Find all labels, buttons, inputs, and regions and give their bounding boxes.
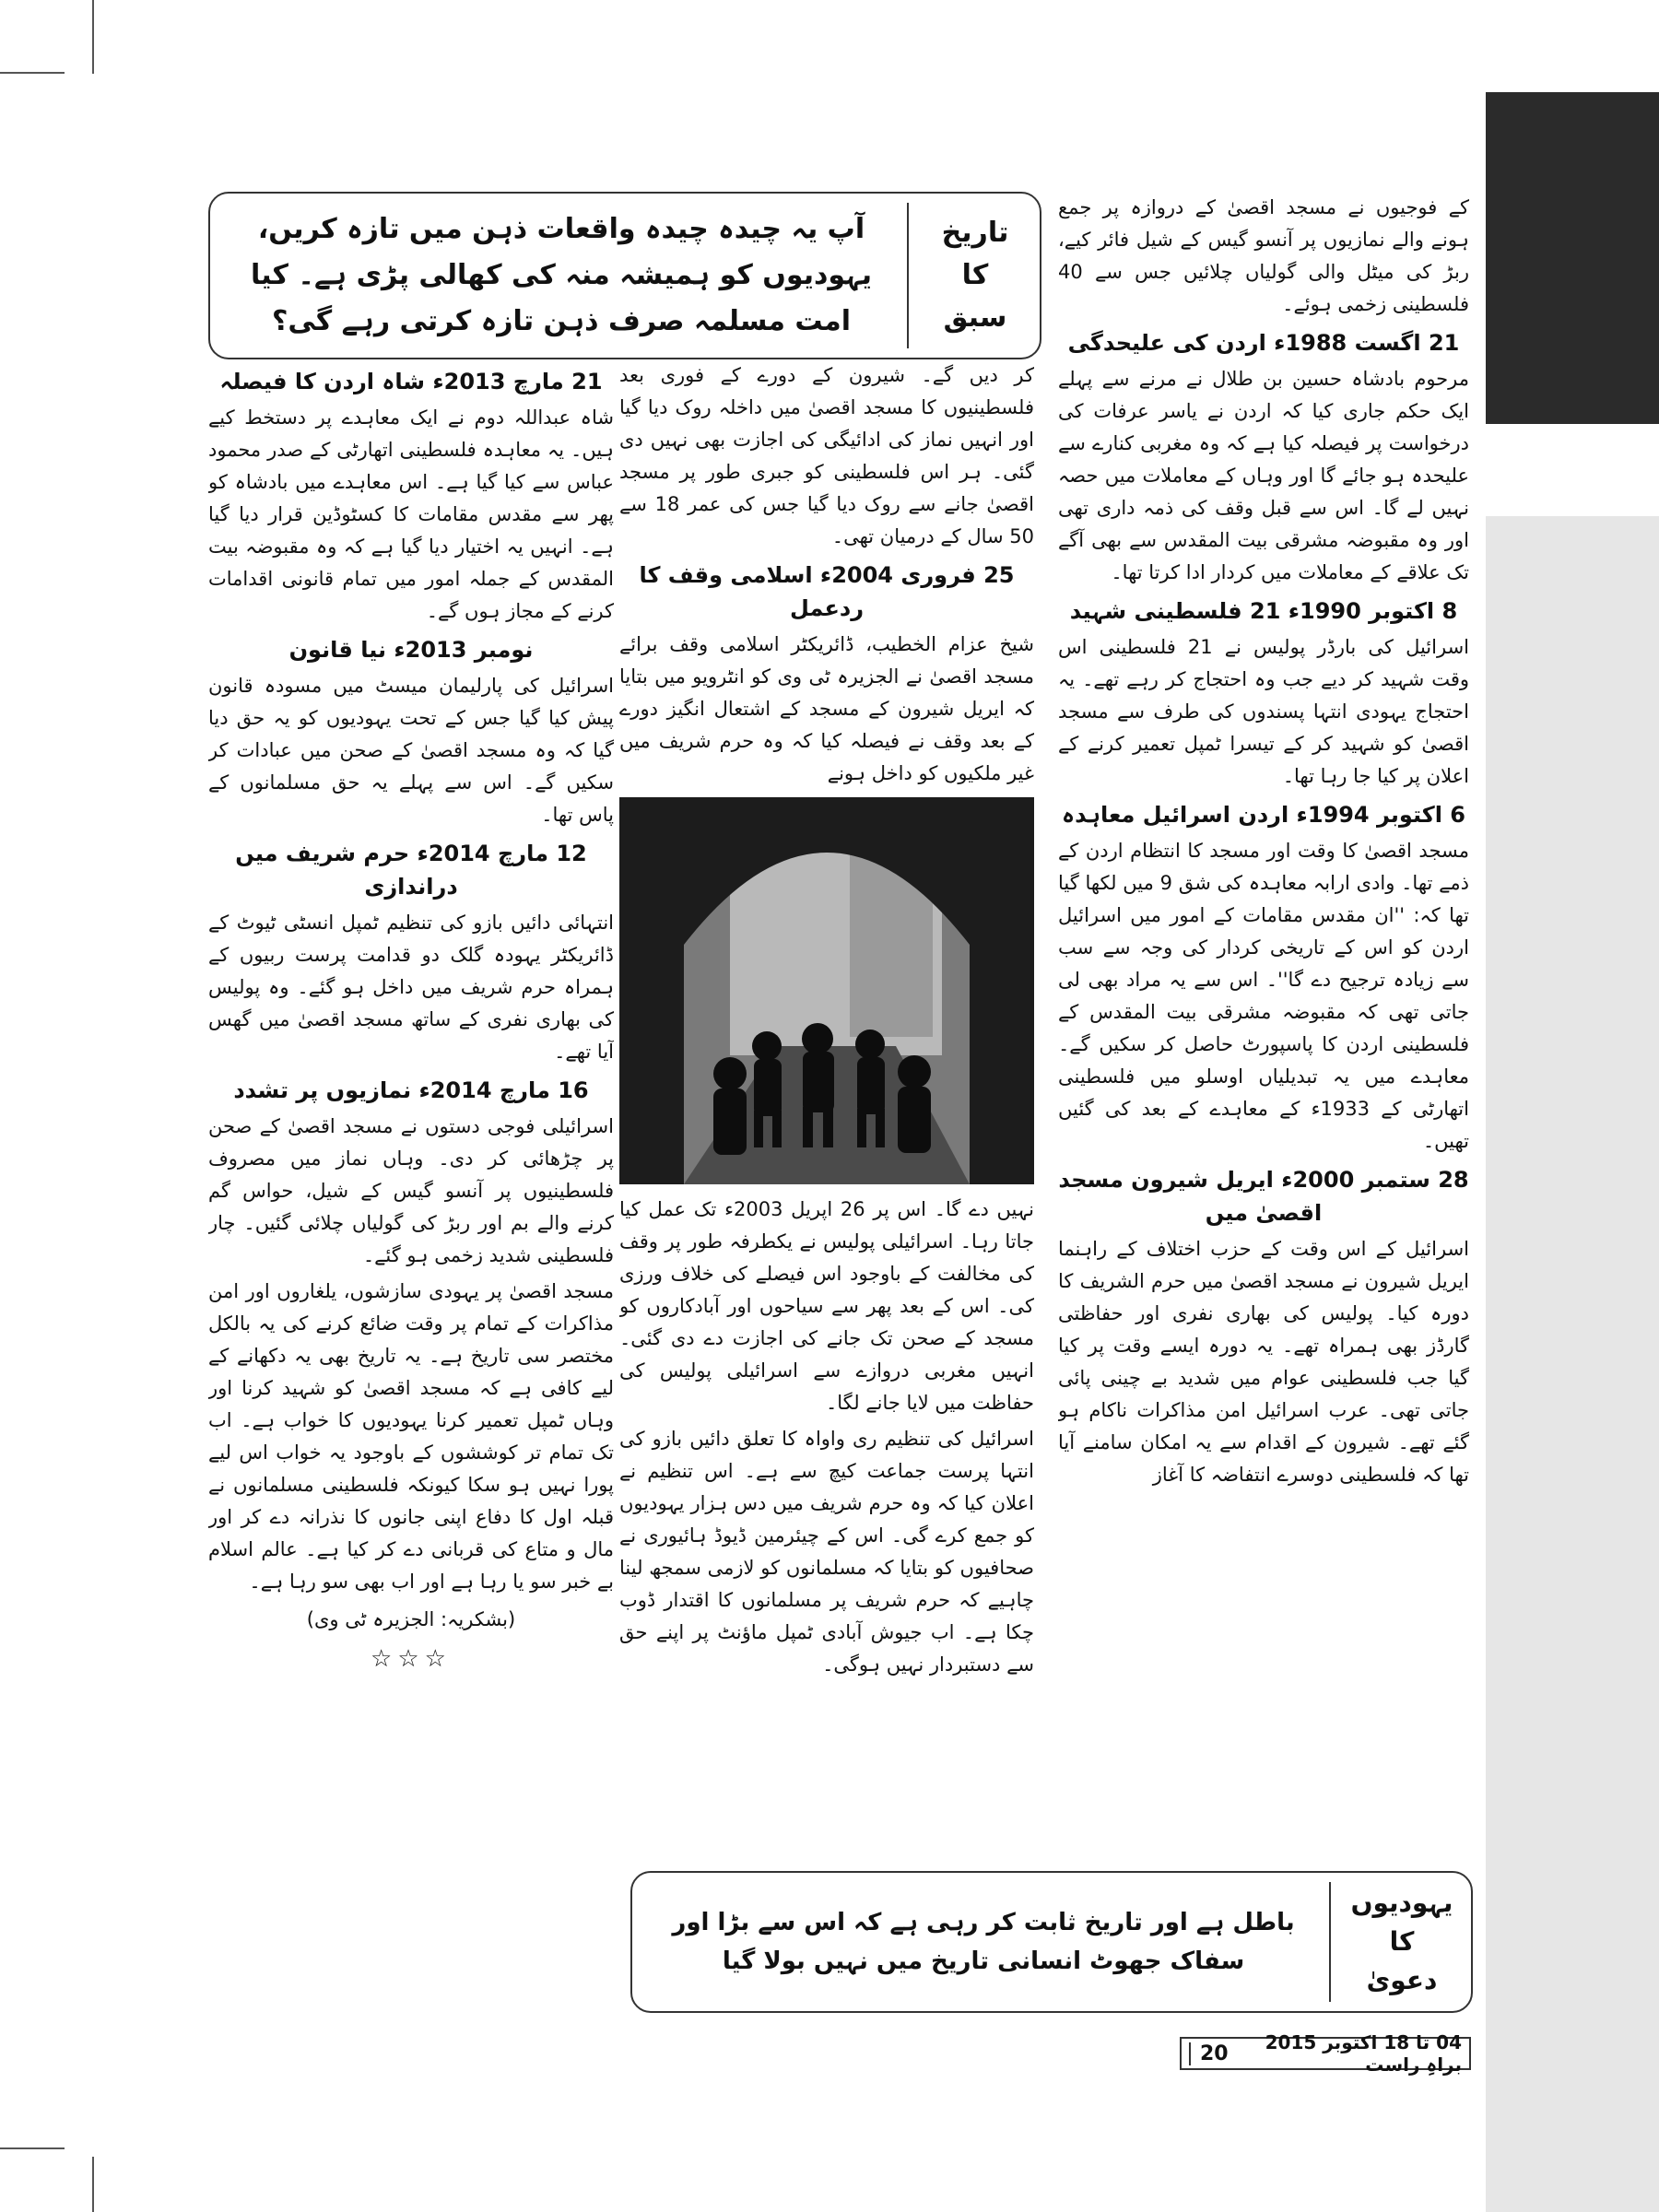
paragraph: نہیں دے گا۔ اس پر 26 اپریل 2003ء تک عمل کیا جاتا رہا۔ اسرائیلی پولیس نے یکطرفہ طور پر وقف کی مخالفت کے باوجود اس فیصلے کی خلاف ورزی کی۔ اس کے بعد پھر سے سیاحوں اور آبادکاروں کو مسجد کے صحن تک جانے کی اجازت دے دی گئی۔ انہیں مغربی دروازے سے اسرائیلی پولیس کی حفاظت میں لایا جانے لگا۔ <box>619 1198 1034 1414</box>
soldiers-archway-photo <box>619 797 1034 1184</box>
section-tab-dark <box>1486 92 1659 424</box>
section-heading: 12 مارچ 2014ء حرم شریف میں دراندازی <box>235 841 587 900</box>
paragraph: مسجد اقصیٰ پر یہودی سازشوں، یلغاروں اور امن مذاکرات کے تمام پر وقت ضائع کرنے کی یہ بالکل مختصر سی تاریخ ہے۔ یہ تاریخ بھی یہ دکھانے کے لیے کافی ہے کہ مسجد اقصیٰ کو شہید کرنا اور وہاں ٹمپل تعمیر کرنا یہودیوں کا خواب ہے۔ اب تک تمام تر کوششوں کے باوجود یہ خواب اس لیے پورا نہیں ہو سکا کیونکہ فلسطینی مسلمانوں نے قبلہ اول کا دفاع اپنی جانوں کا نذرانہ دے کر اور مال و متاع کی قربانی دے کر کیا ہے۔ عالم اسلام بے خبر سو یا رہا ہے اور اب بھی سو رہا ہے۔ <box>208 1280 614 1593</box>
section-heading: 21 اگست 1988ء اردن کی علیحدگی <box>1067 330 1460 356</box>
label-line: کا <box>1389 1926 1415 1957</box>
paragraph: اسرائیل کی پارلیمان میسٹ میں مسودہ قانون پیش کیا گیا جس کے تحت یہودیوں کو یہ حق دیا گیا کہ وہ مسجد اقصیٰ کے صحن میں عبادات کر سکیں گے۔ اس سے پہلے یہ حق مسلمانوں کے پاس تھا۔ <box>208 675 614 826</box>
paragraph: مرحوم بادشاہ حسین بن طلال نے مرنے سے پہلے ایک حکم جاری کیا کہ اردن نے یاسر عرفات کی درخواست پر فیصلہ کیا ہے کہ وہ مغربی کنارے سے علیحدہ ہو جائے گا اور وہاں کے معاملات میں حصہ نہیں لے گا۔ اس سے قبل وقف کی ذمہ داری تھی اور وہ مقبوضہ مشرقی بیت المقدس سے بھی آگے تک علاقے کے معاملات میں کردار ادا کرتا تھا۔ <box>1058 368 1469 583</box>
history-lesson-text: آپ یہ چیدہ چیدہ واقعات ذہن میں تازہ کریں، یہودیوں کو ہمیشہ منہ کی کھالی پڑی ہے۔ کیا امت مسلمہ صرف ذہن تازہ کرتی رہے گی؟ <box>250 213 873 337</box>
label-line: کا <box>961 259 989 291</box>
section-heading: 21 مارچ 2013ء شاہ اردن کا فیصلہ <box>219 369 603 394</box>
page-footer <box>1180 2031 1471 2076</box>
end-stars: ☆☆☆ <box>371 1645 452 1673</box>
section-heading: 8 اکتوبر 1990ء 21 فلسطینی شہید <box>1069 598 1458 624</box>
section-heading: 16 مارچ 2014ء نمازیوں پر تشدد <box>233 1077 589 1103</box>
label-line: سبق <box>943 301 1007 334</box>
article-column-middle <box>619 359 1034 1871</box>
paragraph: اسرائیل کی تنظیم ری واواہ کا تعلق دائیں بازو کی انتہا پرست جماعت کیچ سے ہے۔ اس تنظیم نے اعلان کیا کہ وہ حرم شریف میں دس ہزار یہودیوں کو جمع کرے گی۔ اس کے چیئرمین ڈیوڈ ہائیوری نے صحافیوں کو بتایا کہ مسلمانوں کو لازمی سمجھ لینا چاہیے کہ حرم شریف پر مسلمانوں کا اقتدار ڈوب چکا ہے۔ اب جیوش آبادی ٹمپل ماؤنٹ پر اپنے حق سے دستبردار نہیں ہوگی۔ <box>619 1428 1034 1676</box>
crop-mark-bottom-left-h <box>0 2147 65 2149</box>
photo-illustration <box>619 797 1034 1184</box>
source-credit: (بشکریہ: الجزیرہ ٹی وی) <box>306 1608 516 1630</box>
box-divider <box>1329 1882 1331 2002</box>
paragraph: اسرائیل کی بارڈر پولیس نے 21 فلسطینی اس وقت شہید کر دیے جب وہ احتجاج کر رہے تھے۔ یہ احتجاج یہودی انتہا پسندوں کی طرف سے مسجد اقصیٰ کو شہید کر کے تیسرا ٹمپل تعمیر کرنے کے اعلان پر کیا جا رہا تھا۔ <box>1058 636 1469 787</box>
paragraph: کر دیں گے۔ شیرون کے دورے کے فوری بعد فلسطینیوں کا مسجد اقصیٰ میں داخلہ روک دیا گیا اور انہیں نماز کی ادائیگی کی اجازت بھی نہیں دی گئی۔ ہر اس فلسطینی کو جبری طور پر مسجد اقصیٰ جانے سے روک دیا گیا جس کی عمر 18 سے 50 سال کے درمیان تھی۔ <box>619 364 1034 547</box>
box-divider <box>907 203 909 348</box>
paragraph: اسرائیل کے اس وقت کے حزب اختلاف کے راہنما ایریل شیرون نے مسجد اقصیٰ میں حرم الشریف کا دورہ کیا۔ پولیس کی بھاری نفری اور حفاظتی گارڈز بھی ہمراہ تھے۔ یہ دورہ ایسے وقت پر کیا گیا جب فلسطینی عوام میں شدید بے چینی پائی جاتی تھی۔ عرب اسرائیل امن مذاکرات ناکام ہو گئے تھے۔ شیرون کے اقدام سے یہ امکان سامنے آیا تھا کہ فلسطینی دوسرے انتفاضہ کا آغاز <box>1058 1238 1469 1486</box>
article-column-right <box>1058 192 1469 1878</box>
footer-issue-text: 04 تا 18 اکتوبر 2015 براہِ راست <box>1265 2031 1462 2076</box>
paragraph: مسجد اقصیٰ کا وقت اور مسجد کا انتظام اردن کے ذمے تھا۔ وادی ارابہ معاہدہ کی شق 9 میں لکھا گیا تھا کہ: ''ان مقدس مقامات کے امور میں اسرائیل اردن کو اس کے تاریخی کردار کی وجہ سے سب سے زیادہ ترجیح دے گا''۔ اس سے یہ مراد بھی لی جاتی تھی کہ مقبوضہ مشرقی بیت المقدس کے فلسطینی اردن کا پاسپورٹ حاصل کر سکیں گے۔ معاہدے میں یہ تبدیلیاں اوسلو میں فلسطینی اتھارٹی کے 1933ء کے معاہدے کے بعد کی گئیں تھیں۔ <box>1058 840 1469 1152</box>
jewish-claim-box <box>630 1871 1473 2013</box>
history-lesson-box <box>208 192 1041 359</box>
crop-mark-top-left-v <box>92 0 94 74</box>
paragraph: شاہ عبداللہ دوم نے ایک معاہدے پر دستخط کیے ہیں۔ یہ معاہدہ فلسطینی اتھارٹی کے صدر محمود عباس سے کیا گیا ہے۔ اس معاہدے میں بادشاہ کو پھر سے مقدس مقامات کا کسٹوڈین قرار دیا گیا ہے۔ انہیں یہ اختیار دیا گیا ہے کہ وہ مقبوضہ بیت المقدس کے جملہ امور میں تمام قانونی اقدامات کرنے کے مجاز ہوں گے۔ <box>208 406 614 622</box>
crop-mark-bottom-left-v <box>92 2157 94 2212</box>
section-heading: 6 اکتوبر 1994ء اردن اسرائیل معاہدہ <box>1062 802 1465 828</box>
label-line: تاریخ <box>941 217 1009 249</box>
history-lesson-label <box>911 194 1040 358</box>
jewish-claim-text: باطل ہے اور تاریخ ثابت کر رہی ہے کہ اس سے بڑا اور سفاک جھوٹ انسانی تاریخ میں نہیں بولا گیا <box>672 1909 1295 1975</box>
section-tab-light <box>1486 516 1659 2212</box>
paragraph: انتہائی دائیں بازو کی تنظیم ٹمپل انسٹی ٹیوٹ کے ڈائریکٹر یہودہ گلک دو قدامت پرست ربیوں کے ہمراہ حرم شریف میں داخل ہو گئے۔ وہ پولیس کی بھاری نفری کے ساتھ مسجد اقصیٰ میں گھس آیا تھے۔ <box>208 912 614 1063</box>
label-line: دعویٰ <box>1366 1965 1438 1995</box>
paragraph: کے فوجیوں نے مسجد اقصیٰ کے دروازہ پر جمع ہونے والے نمازیوں پر آنسو گیس کے شیل فائر کیے، ربڑ کی میٹل والی گولیاں چلائیں جس سے 40 فلسطینی زخمی ہوئے۔ <box>1058 196 1469 315</box>
page-number: 20 <box>1189 2042 1229 2065</box>
paragraph: اسرائیلی فوجی دستوں نے مسجد اقصیٰ کے صحن پر چڑھائی کر دی۔ وہاں نماز میں مصروف فلسطینیوں پر آنسو گیس کے شیل، حواس گم کرنے والے بم اور ربڑ کی گولیاں چلائی گئیں۔ چار فلسطینی شدید زخمی ہو گئے۔ <box>208 1115 614 1266</box>
section-heading: 25 فروری 2004ء اسلامی وقف کا ردعمل <box>639 562 1015 621</box>
label-line: یہودیوں <box>1350 1888 1453 1918</box>
section-heading: 28 ستمبر 2000ء ایریل شیرون مسجد اقصیٰ میں <box>1058 1167 1469 1226</box>
paragraph: شیخ عزام الخطیب، ڈائریکٹر اسلامی وقف برائے مسجد اقصیٰ نے الجزیرہ ٹی وی کو انٹرویو میں بتایا کہ ایریل شیرون کے مسجد کے اشتعال انگیز دورے کے بعد وقف نے فیصلہ کیا کہ وہ حرم شریف میں غیر ملکیوں کو داخل ہونے <box>619 633 1034 784</box>
jewish-claim-label <box>1333 1873 1471 2011</box>
article-column-left <box>208 359 614 1889</box>
section-heading: نومبر 2013ء نیا قانون <box>288 637 534 663</box>
crop-mark-top-left-h <box>0 72 65 74</box>
